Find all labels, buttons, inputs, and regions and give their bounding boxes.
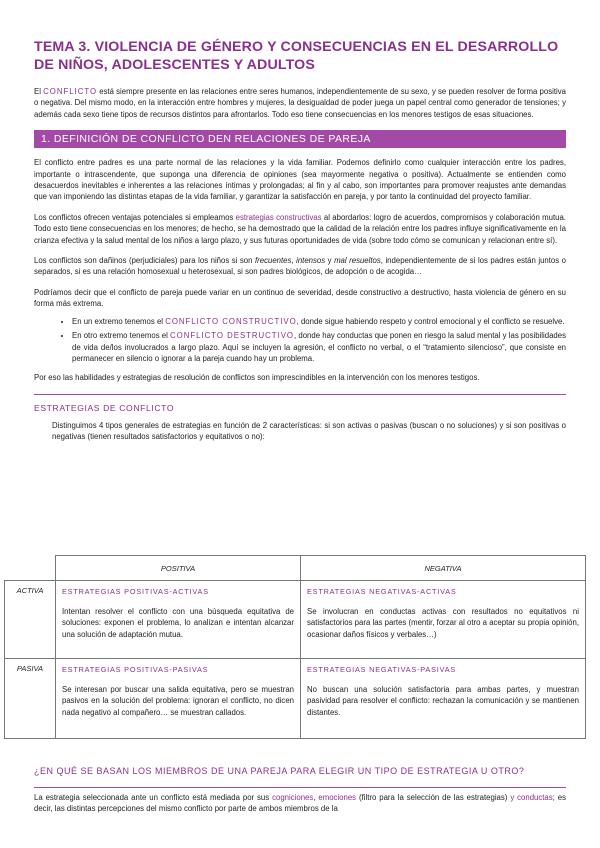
cell-title: ESTRATEGIAS POSITIVAS-ACTIVAS [62,587,209,596]
advantages-text-rest: al abordarlos: logro de acuerdos, compromisos y colaboración mutua. Todo esto tiene consecuencias en los menores; de hecho, se ha demostrado que la calidad de la relación entre los padres influye significativamente en la crianza efectiva y la salud mental de los niños a largo plazo, y sus futuras oportunidades de vida (sobre todo cómo se comunican y relacionan entre sí). [34,212,566,245]
cell-text: Se interesan por buscar una salida equitativa, pero se muestran pasivos en la solución del problema: ignoran el conflicto, no dicen nada negativo al compañero… se muestran callados. [62,685,294,717]
skills-paragraph: Por eso las habilidades y estrategias de resolución de conflictos son imprescindibles en la intervención con los menores testigos. [34,373,480,383]
conflicto-destructivo-term: CONFLICTO DESTRUCTIVO [170,331,295,341]
continuum-paragraph: Podríamos decir que el conflicto de pareja puede variar en un continuo de severidad, desde constructivo a destructivo, hasta violencia de género en su forma más extrema. [34,287,566,309]
divider [34,787,566,788]
harmful-text: Los conflictos son dañinos (perjudiciales) para los niños si son [34,256,255,266]
strategies-heading: ESTRATEGIAS DE CONFLICTO [34,394,566,413]
emociones-link[interactable]: emociones [318,793,357,802]
frecuentes-term: frecuentes [254,256,292,266]
intensos-term: intensos [296,256,326,266]
cogniciones-link[interactable]: cogniciones [272,793,314,802]
conductas-link[interactable]: y conductas [510,793,553,802]
column-header-negativa: NEGATIVA [301,556,586,581]
question-heading: ¿EN QUÉ SE BASAN LOS MIEMBROS DE UNA PAREJA PARA ELEGIR UN TIPO DE ESTRATEGIA U OTRO? [34,766,525,776]
section-heading-1: 1. DEFINICIÓN DE CONFLICTO DEN RELACIONES DE PAREJA [34,130,566,148]
conflicto-constructivo-term: CONFLICTO CONSTRUCTIVO [165,316,297,326]
strategies-intro: Distinguimos 4 tipos generales de estrategias en función de 2 características: si son activas o pasivas (buscan o no soluciones) y si son positivas o negativas (tienen resultados satisfactorios y equitativos o no): [52,420,566,442]
intro-paragraph [34,86,566,120]
mal-resueltos-term: mal resueltos [334,256,381,266]
column-header-positiva: POSITIVA [56,556,301,581]
list-item: • En otro extremo tenemos el CONFLICTO DESTRUCTIVO, donde hay conductas que ponen en riesgo la salud mental y las posibilidades de vida de/los involucrados a largo plazo. Aquí se incluyen la agresión, el conflicto no verbal, o el “tratamiento silencioso”, que consiste en permanecer en silencio o ignorar a la pareja cuando hay un problema. [72,330,566,364]
cell-text: Se involucran en conductas activas con resultados no equitativos ni satisfactorios para las partes (mentir, forzar al otro a aceptar su propia opinión, ocasionar daños físicos y verbales…) [307,607,579,639]
intro-text: El [34,87,44,96]
intro-text-rest: está siempre presente en las relaciones entre seres humanos, independientemente de su sexo, y se pueden resolver de forma positiva o negativa. Del mismo modo, en la interacción entre hombres y mujeres, la desigualdad de poder juega un papel central como generador de tensiones; y además cada sexo tiene tipos de recursos distintos para afrontarlos. Todo eso tiene consecuencias en los menores testigos de esas situaciones. [34,87,566,119]
row-header-activa: ACTIVA [5,581,56,659]
cell-negativas-pasivas [301,659,586,739]
row-header-pasiva: PASIVA [5,659,56,739]
page [34,0,566,443]
question-paragraph: La estrategia seleccionada ante un conflicto está mediada por sus cogniciones, emociones (filtro para la selección de las estrategias) y conductas; es decir, las distintas percepciones del mismo conflicto por parte de ambos miembros de la [34,793,566,814]
definition-paragraph: El conflicto entre padres es una parte normal de las relaciones y la vida familiar. Podemos definirlo como cualquier interacción entre los padres, importante o intrascendente, que suponga una diferencia de opiniones (sea mayormente negativa o positiva). Actualmente se entienden como desacuerdos inevitables e inherentes a las relaciones íntimas y prolongadas; al fin y al cabo, son importantes para promover reajustes ante demandas que van imponiendo las distintas etapas de la vida familiar, y garantizar la satisfacción en pareja, y por tanto la continuidad del proyecto familiar. [34,158,566,202]
advantages-text: Los conflictos ofrecen ventajas potenciales si empleamos [34,212,236,222]
cell-text: No buscan una solución satisfactoria para ambas partes, y muestran pasividad para resolver el conflicto: rechazan la comunicación y se mantienen distantes. [307,685,579,717]
list-item: • En un extremo tenemos el CONFLICTO CONSTRUCTIVO, donde sigue habiendo respeto y control emocional y el conflicto se resuelve. [72,316,566,327]
harmful-paragraph: Los conflictos son dañinos (perjudiciales) para los niños si son frecuentes, intensos y mal resueltos, independientemente de si los padres están juntos o separados, si es una relación homosexual u heterosexual, si son padres biológicos, de adopción o de acogida… [34,256,566,277]
cell-text: Intentan resolver el conflicto con una búsqueda equitativa de soluciones: exponen el problema, lo analizan e intentan alcanzar una solución de adaptación mutua. [62,607,294,639]
harmful-text-rest: , independientemente de si los padres están juntos o separados, si es una relación homosexual u heterosexual, si son padres biológicos, de adopción o de acogida… [34,256,566,277]
cell-positivas-pasivas [56,659,301,739]
document-title: TEMA 3. VIOLENCIA DE GÉNERO Y CONSECUENCIAS EN EL DESARROLLO DE NIÑOS, ADOLESCENTES Y ADULTOS [34,39,559,73]
strategies-table [4,555,586,739]
advantages-paragraph [34,212,566,246]
cell-title: ESTRATEGIAS POSITIVAS-PASIVAS [62,665,209,674]
conflict-types-list [34,316,566,365]
cell-title: ESTRATEGIAS NEGATIVAS-PASIVAS [307,665,457,674]
table-corner [5,556,56,581]
conflicto-keyword: CONFLICTO [43,87,98,96]
cell-positivas-activas [56,581,301,659]
cell-title: ESTRATEGIAS NEGATIVAS-ACTIVAS [307,587,457,596]
cell-negativas-activas [301,581,586,659]
estrategias-constructivas-link[interactable]: estrategias constructivas [235,212,322,222]
